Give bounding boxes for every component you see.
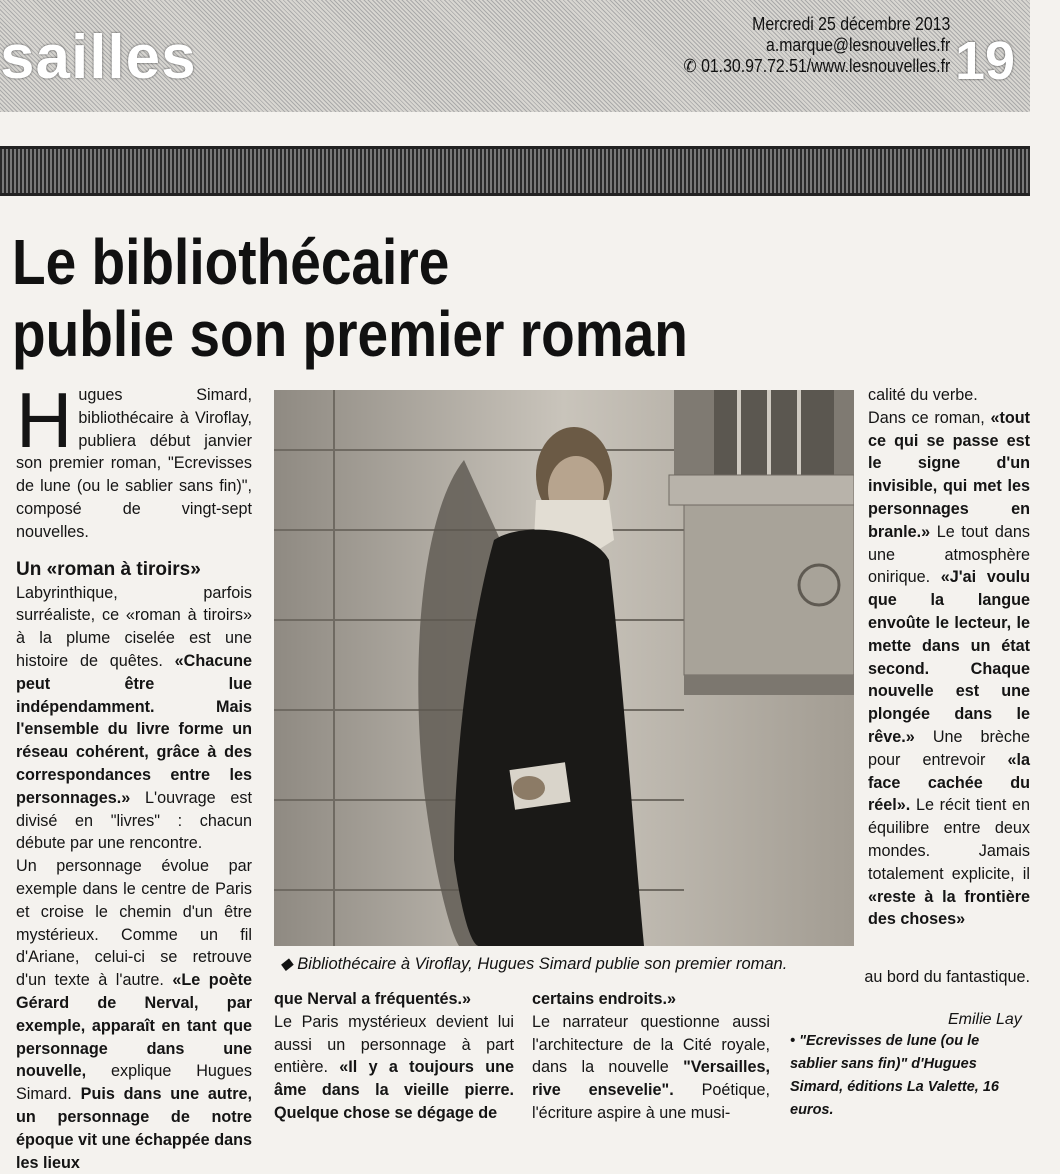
paragraph: Le narrateur questionne aussi l'architecture de la Cité royale, dans la nouvelle "Versailles, rive ensevelie". Poétique, l'écriture aspire à une musi-	[532, 1012, 771, 1122]
author-signature: Emilie Lay	[948, 1011, 1022, 1028]
headline-line-2: publie son premier roman	[12, 298, 688, 370]
paragraph: Le Paris mystérieux devient lui aussi un personnage à part entière. «Il y a toujours une âme dans la vieille pierre. Quelque chose se dégage de	[274, 1012, 514, 1122]
paragraph: Un personnage évolue par exemple dans le centre de Paris et croise le chemin d'un être mystérieux. Comme un fil d'Ariane, celui-ci se retrouve d'un texte à l'autre. «Le poète Gérard de Nerval, par exemple, apparaît en tant que personnage dans une nouvelle, explique Hugues Simard. Puis dans une autre, un personnage de notre époque vit une échappée dans les lieux	[16, 857, 253, 1172]
article-photo	[274, 390, 854, 946]
article-column-4	[868, 384, 1030, 931]
contact-email: a.marque@lesnouvelles.fr	[765, 35, 950, 55]
section-title: sailles	[0, 23, 197, 92]
article-column-2	[274, 988, 514, 1125]
drop-cap: H	[16, 376, 73, 464]
paragraph: Labyrinthique, parfois surréaliste, ce «roman à tiroirs» à la plume ciselée est une histoire de quêtes. «Chacune peut être lue indépendamment. Mais l'ensemble du livre forme un réseau cohérent, grâce à des correspondances entre les personnages.» L'ouvrage est divisé en "livres" : chacun débute par une rencontre.	[16, 583, 253, 853]
paragraph: certains endroits.»	[532, 990, 676, 1008]
article-headline	[12, 226, 688, 370]
separator-band	[0, 146, 1030, 196]
subheading: Un «roman à tiroirs»	[16, 558, 201, 580]
paragraph: Dans ce roman, «tout ce qui se passe est le signe d'un invisible, qui met les personnages en branle.» Le tout dans une atmosphère onirique. «J'ai voulu que la langue envoûte le lecteur, le mette dans un état second. Chaque nouvelle est une plongée dans le rêve.» Une brèche pour entrevoir «la face cachée du réel». Le récit tient en équilibre entre deux mondes. Jamais totalement explicite, il «reste à la frontière des choses»	[868, 408, 1031, 929]
paragraph: que Nerval a fréquentés.»	[274, 990, 472, 1008]
article-column-4-end	[790, 966, 1030, 989]
article-column-3	[532, 988, 770, 1125]
header-info	[683, 14, 950, 77]
paragraph: calité du verbe.	[868, 386, 978, 404]
photo-caption: ◆ Bibliothécaire à Viroflay, Hugues Simard publie son premier roman.	[280, 955, 788, 973]
photo-image	[274, 390, 854, 946]
page-number: 19	[954, 31, 1016, 91]
issue-date: Mercredi 25 décembre 2013	[751, 14, 950, 34]
contact-phone-web: ✆ 01.30.97.72.51/www.lesnouvelles.fr	[683, 56, 950, 76]
paragraph: au bord du fantastique.	[864, 968, 1030, 986]
headline-line-1: Le bibliothécaire	[12, 226, 450, 298]
intro-paragraph: Hugues Simard, bibliothécaire à Viroflay, publiera début janvier son premier roman, "Ecrevisses de lune (ou le sablier sans fin)", composé de vingt-sept nouvelles.	[16, 376, 252, 541]
article-column-1	[16, 376, 253, 1174]
book-reference: • "Ecrevisses de lune (ou le sablier sans fin)" d'Hugues Simard, éditions La Valette, 16 euros.	[790, 1033, 999, 1118]
